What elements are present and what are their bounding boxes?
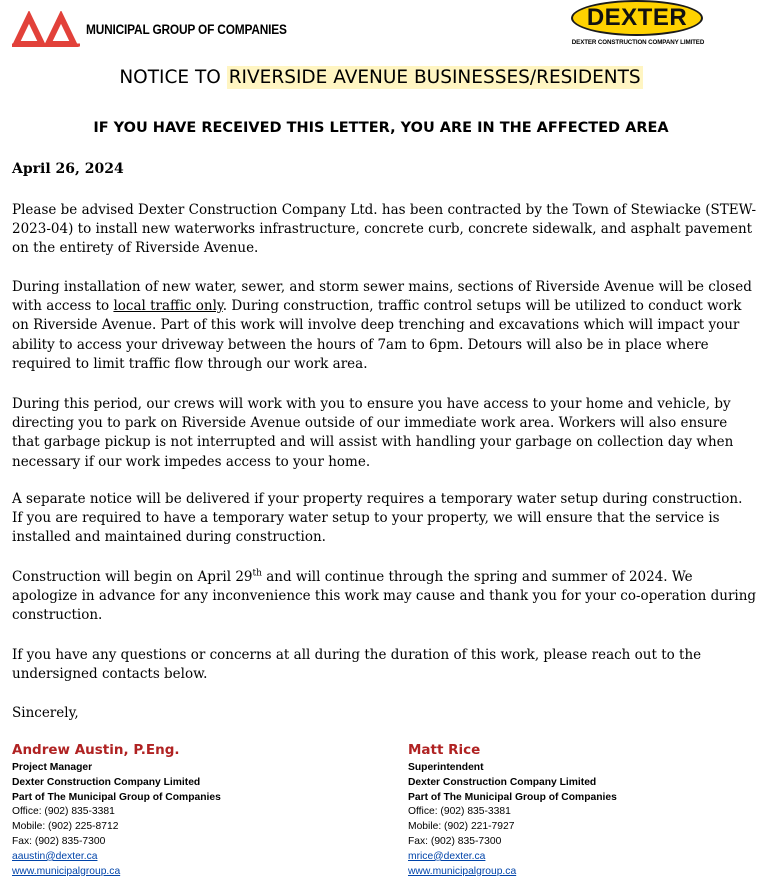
ordinal-suffix: th [252, 568, 262, 579]
paragraph-closures [12, 278, 757, 374]
contact-website-link[interactable]: www.municipalgroup.ca [12, 865, 121, 877]
contact-role: Superintendent [408, 762, 484, 773]
contact-website-link[interactable]: www.municipalgroup.ca [408, 865, 517, 877]
paragraph-closures-part-2: . During construction, traffic control setups will be utilized to conduct work on Riverside Avenue. Part of this work will involve deep trenching and excavations which will impact your ability to access your driveway between the hours of 7am to 6pm. Detours will also be in place where required to limit traffic flow through our work area. [12, 298, 742, 372]
dexter-logo-subtext: DEXTER CONSTRUCTION COMPANY LIMITED [571, 39, 705, 46]
municipal-group-logo-text: MUNICIPAL GROUP OF COMPANIES [86, 21, 287, 37]
paragraph-schedule [12, 568, 757, 626]
contact-office-phone: Office: (902) 835-3381 [12, 806, 115, 818]
contact-fax: Fax: (902) 835-7300 [12, 835, 106, 847]
paragraph-schedule-part-1: Construction will begin on April 29 [12, 569, 253, 585]
paragraph-questions: If you have any questions or concerns at all during the duration of this work, please reach out to the undersigned contacts below. [12, 647, 702, 683]
dexter-logo-badge [571, 0, 703, 36]
contact-company: Dexter Construction Company Limited [12, 776, 201, 788]
municipal-group-logo-icon [12, 11, 80, 47]
contact-name: Matt Rice [408, 742, 481, 758]
paragraph-crews: During this period, our crews will work with you to ensure you have access to your home and vehicle, by directing you to park on Riverside Avenue outside of our immediate work area. Workers will also ensure that garbage pickup is not interrupted and will assist with handling your garbage on collection day when necessary if our work impedes access to your home. [12, 396, 734, 470]
notice-title-prefix: NOTICE TO [119, 67, 227, 88]
contact-mobile-phone: Mobile: (902) 225-8712 [12, 821, 119, 833]
closing-salutation: Sincerely, [12, 705, 79, 721]
notice-title [0, 67, 762, 88]
contact-office-phone: Office: (902) 835-3381 [408, 806, 511, 818]
contact-fax: Fax: (902) 835-7300 [408, 835, 502, 847]
contact-mobile-phone: Mobile: (902) 221-7927 [408, 821, 515, 833]
contact-block-matt-rice [408, 742, 617, 879]
paragraph-closures-part-1: During installation of new water, sewer, and storm sewer mains, sections of Riverside Avenue will be closed with access to [12, 279, 752, 315]
dexter-logo [569, 0, 707, 50]
municipal-group-logo [12, 11, 314, 47]
dexter-logo-text: DEXTER [586, 4, 688, 31]
contact-group: Part of The Municipal Group of Companies [408, 791, 617, 803]
paragraph-temporary-water: A separate notice will be delivered if your property requires a temporary water setup during construction. If you are required to have a temporary water setup to your property, we will ensure that the service is installed and maintained during construction. [12, 491, 743, 546]
paragraph-schedule-part-2: and will continue through the spring and summer of 2024. We apologize in advance for any inconvenience this work may cause and thank you for your co-operation during construction. [12, 569, 757, 624]
contact-email-link[interactable]: aaustin@dexter.ca [12, 850, 98, 862]
contact-group: Part of The Municipal Group of Companies [12, 791, 221, 803]
contact-role: Project Manager [12, 762, 93, 773]
contact-name: Andrew Austin, P.Eng. [12, 742, 180, 758]
paragraph-contract: Please be advised Dexter Construction Company Ltd. has been contracted by the Town of Stewiacke (STEW-2023-04) to install new waterworks infrastructure, concrete curb, concrete sidewalk, and asphalt pavement on the entirety of Riverside Avenue. [12, 202, 757, 257]
notice-title-highlight: RIVERSIDE AVENUE BUSINESSES/RESIDENTS [228, 67, 641, 88]
local-traffic-only-text: local traffic only [113, 298, 223, 315]
notice-subtitle: IF YOU HAVE RECEIVED THIS LETTER, YOU ARE IN THE AFFECTED AREA [93, 120, 669, 136]
contact-email-link[interactable]: mrice@dexter.ca [408, 850, 486, 862]
contact-company: Dexter Construction Company Limited [408, 776, 597, 788]
contact-block-andrew-austin [12, 742, 221, 879]
letter-date: April 26, 2024 [12, 161, 124, 177]
